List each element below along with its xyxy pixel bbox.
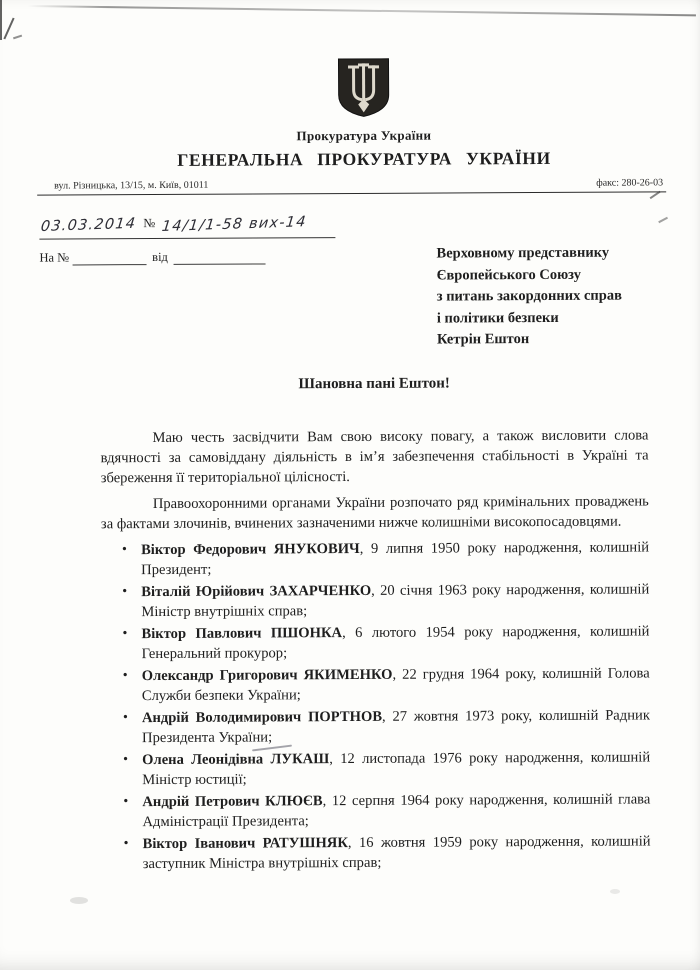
org-address: вул. Різницька, 13/15, м. Київ, 01011 bbox=[54, 179, 209, 192]
letter-body bbox=[100, 425, 650, 874]
scan-smudge bbox=[610, 889, 620, 894]
list-item-person bbox=[102, 789, 650, 832]
person-name: Віталій Юрійович ЗАХАРЧЕНКО bbox=[141, 582, 372, 600]
person-name: Віктор Павлович ПШОНКА bbox=[141, 624, 343, 642]
scan-smudge bbox=[70, 897, 88, 904]
person-name: Віктор Іванович РАТУШНЯК bbox=[142, 834, 348, 852]
person-name: Андрій Володимирович ПОРТНОВ bbox=[141, 708, 383, 726]
addressee-line: Європейського Союзу bbox=[436, 266, 581, 284]
person-name: Віктор Федорович ЯНУКОВИЧ bbox=[141, 540, 360, 558]
person-details: , 6 лютого 1954 року народження, колишній Генеральний прокурор; bbox=[141, 622, 650, 662]
addressee-block bbox=[436, 242, 655, 351]
letterhead-divider bbox=[37, 191, 666, 195]
person-details: , 9 липня 1950 року народження, колишній Президент; bbox=[141, 538, 650, 578]
body-paragraph: Правоохоронними органами України розпочато ряд кримінальних проваджень за фактами злочинів, вчинених зазначеними нижче колишніми високопосадовцями. bbox=[100, 492, 649, 532]
addressee-line: з питань закордонних справ bbox=[436, 287, 622, 305]
letterhead bbox=[0, 0, 699, 172]
list-item-person bbox=[101, 537, 649, 580]
letterhead-contact-row bbox=[54, 177, 663, 191]
reply-number-blank bbox=[72, 252, 146, 265]
person-details: , 22 грудня 1964 року, колишній Голова Служби безпеки України; bbox=[141, 664, 650, 704]
list-item-person bbox=[103, 831, 651, 874]
handwritten-date: 03.03.2014 bbox=[39, 215, 138, 235]
person-name: Андрій Петрович КЛЮЄВ bbox=[142, 792, 323, 810]
person-details: , 27 жовтня 1973 року, колишній Радник Президента України; bbox=[141, 706, 650, 746]
org-name-small: Прокуратура України bbox=[296, 127, 432, 144]
reply-reference-line bbox=[39, 249, 359, 266]
person-details: , 20 січня 1963 року народження, колишній Міністр внутрішніх справ; bbox=[141, 580, 650, 620]
reference-block bbox=[39, 212, 359, 266]
org-name-large: ГЕНЕРАЛЬНА ПРОКУРАТУРА УКРАЇНИ bbox=[177, 147, 551, 170]
person-name: Олександр Григорович ЯКИМЕНКО bbox=[141, 666, 393, 684]
coat-of-arms-ukraine-icon bbox=[336, 58, 390, 123]
list-item-person bbox=[102, 747, 650, 790]
addressee-line: Кетрін Ештон bbox=[436, 331, 530, 348]
reply-from-label: від bbox=[152, 249, 168, 265]
addressee-line: і політики безпеки bbox=[436, 309, 559, 327]
reference-addressee-row bbox=[39, 210, 655, 353]
list-item-person bbox=[101, 579, 649, 622]
org-fax: факс: 280-26-03 bbox=[596, 177, 664, 189]
persons-list bbox=[101, 537, 651, 874]
list-item-person bbox=[102, 663, 650, 706]
reply-label: На № bbox=[39, 250, 70, 265]
handwritten-number: 14/1/1-58 вих-14 bbox=[160, 214, 308, 236]
addressee-line: Верховному представнику bbox=[436, 244, 610, 262]
person-details: , 12 листопада 1976 року народження, колишній Міністр юстиції; bbox=[142, 748, 651, 788]
outgoing-number-line bbox=[39, 212, 335, 240]
person-details: , 16 жовтня 1959 року народження, колишній заступник Міністра внутрішніх справ; bbox=[142, 832, 651, 872]
list-item-person bbox=[101, 621, 649, 664]
salutation: Шановна пані Ештон! bbox=[298, 374, 450, 392]
reply-date-blank bbox=[174, 251, 266, 264]
list-item-person bbox=[102, 705, 650, 748]
person-name: Олена Леонідівна ЛУКАШ bbox=[142, 750, 330, 768]
person-details: , 12 серпня 1964 року народження, колишній глава Адміністрації Президента; bbox=[142, 790, 651, 830]
number-sign: № bbox=[143, 216, 156, 231]
body-paragraph: Маю честь засвідчити Вам свою високу повагу, а також висловити слова вдячності за самовіддану діяльність в ім’я забезпечення стабільності в Україні та збереження її територіальної цілісності. bbox=[100, 426, 649, 486]
